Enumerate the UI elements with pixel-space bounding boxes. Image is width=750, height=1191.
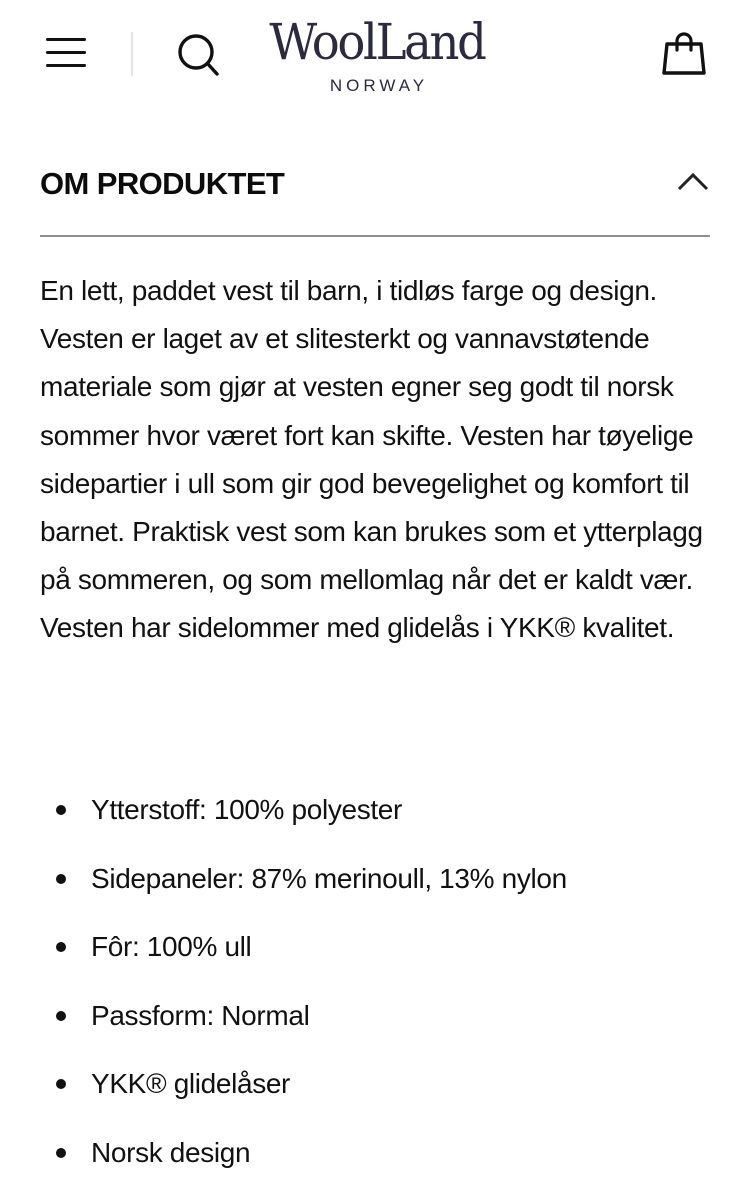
cart-button[interactable] — [658, 30, 710, 78]
spec-list — [40, 776, 720, 1187]
spec-text: Norsk design — [91, 1136, 251, 1168]
spec-text: Ytterstoff: 100% polyester — [91, 794, 402, 825]
accordion-title: OM PRODUKTET — [40, 166, 285, 201]
spec-item — [40, 845, 720, 914]
spec-text: Sidepaneler: 87% merinoull, 13% nylon — [91, 862, 567, 894]
spec-text: Fôr: 100% ull — [91, 931, 252, 962]
spec-item — [40, 1050, 720, 1119]
hamburger-menu-icon-bar — [46, 38, 86, 41]
accordion-toggle[interactable] — [40, 150, 710, 236]
header-divider — [131, 32, 133, 76]
bullet-icon — [56, 942, 66, 952]
shopping-bag-icon — [658, 30, 710, 78]
spec-item — [40, 913, 720, 982]
spec-text: Passform: Normal — [91, 999, 310, 1031]
search-button[interactable] — [172, 30, 224, 78]
bullet-icon — [56, 1079, 66, 1089]
hamburger-menu-icon-bar — [46, 64, 86, 67]
menu-button[interactable] — [44, 36, 88, 70]
spec-text: YKK® glidelåser — [91, 1068, 291, 1099]
logo-wordmark: WoolLand — [269, 13, 485, 71]
bullet-icon — [56, 1011, 66, 1021]
search-icon — [172, 30, 224, 78]
site-header — [0, 0, 750, 110]
product-description: En lett, paddet vest til barn, i tidløs farge og design. Vesten er laget av et slitesterkt og vannavstøtende materiale som gjør at vesten egner seg godt til norsk sommer hvor været fort kan skifte. Vesten har tøyelige sidepartier i ull som gir god bevegelighet og komfort til barnet. Praktisk vest som kan brukes som et ytterplagg på sommeren, og som mellomlag når det er kaldt vær. Vesten har sidelommer med glidelås i YKK® kvalitet. — [40, 275, 703, 644]
chevron-up-icon[interactable] — [676, 168, 710, 194]
bullet-icon — [56, 805, 66, 815]
logo-subtitle: NORWAY — [329, 76, 429, 95]
spec-item — [40, 982, 720, 1051]
accordion-divider — [40, 235, 710, 237]
bullet-icon — [56, 874, 66, 884]
hamburger-menu-icon-bar — [46, 51, 86, 54]
spec-item — [40, 776, 720, 845]
bullet-icon — [56, 1148, 66, 1158]
spec-item — [40, 1119, 720, 1188]
logo[interactable] — [252, 14, 502, 100]
